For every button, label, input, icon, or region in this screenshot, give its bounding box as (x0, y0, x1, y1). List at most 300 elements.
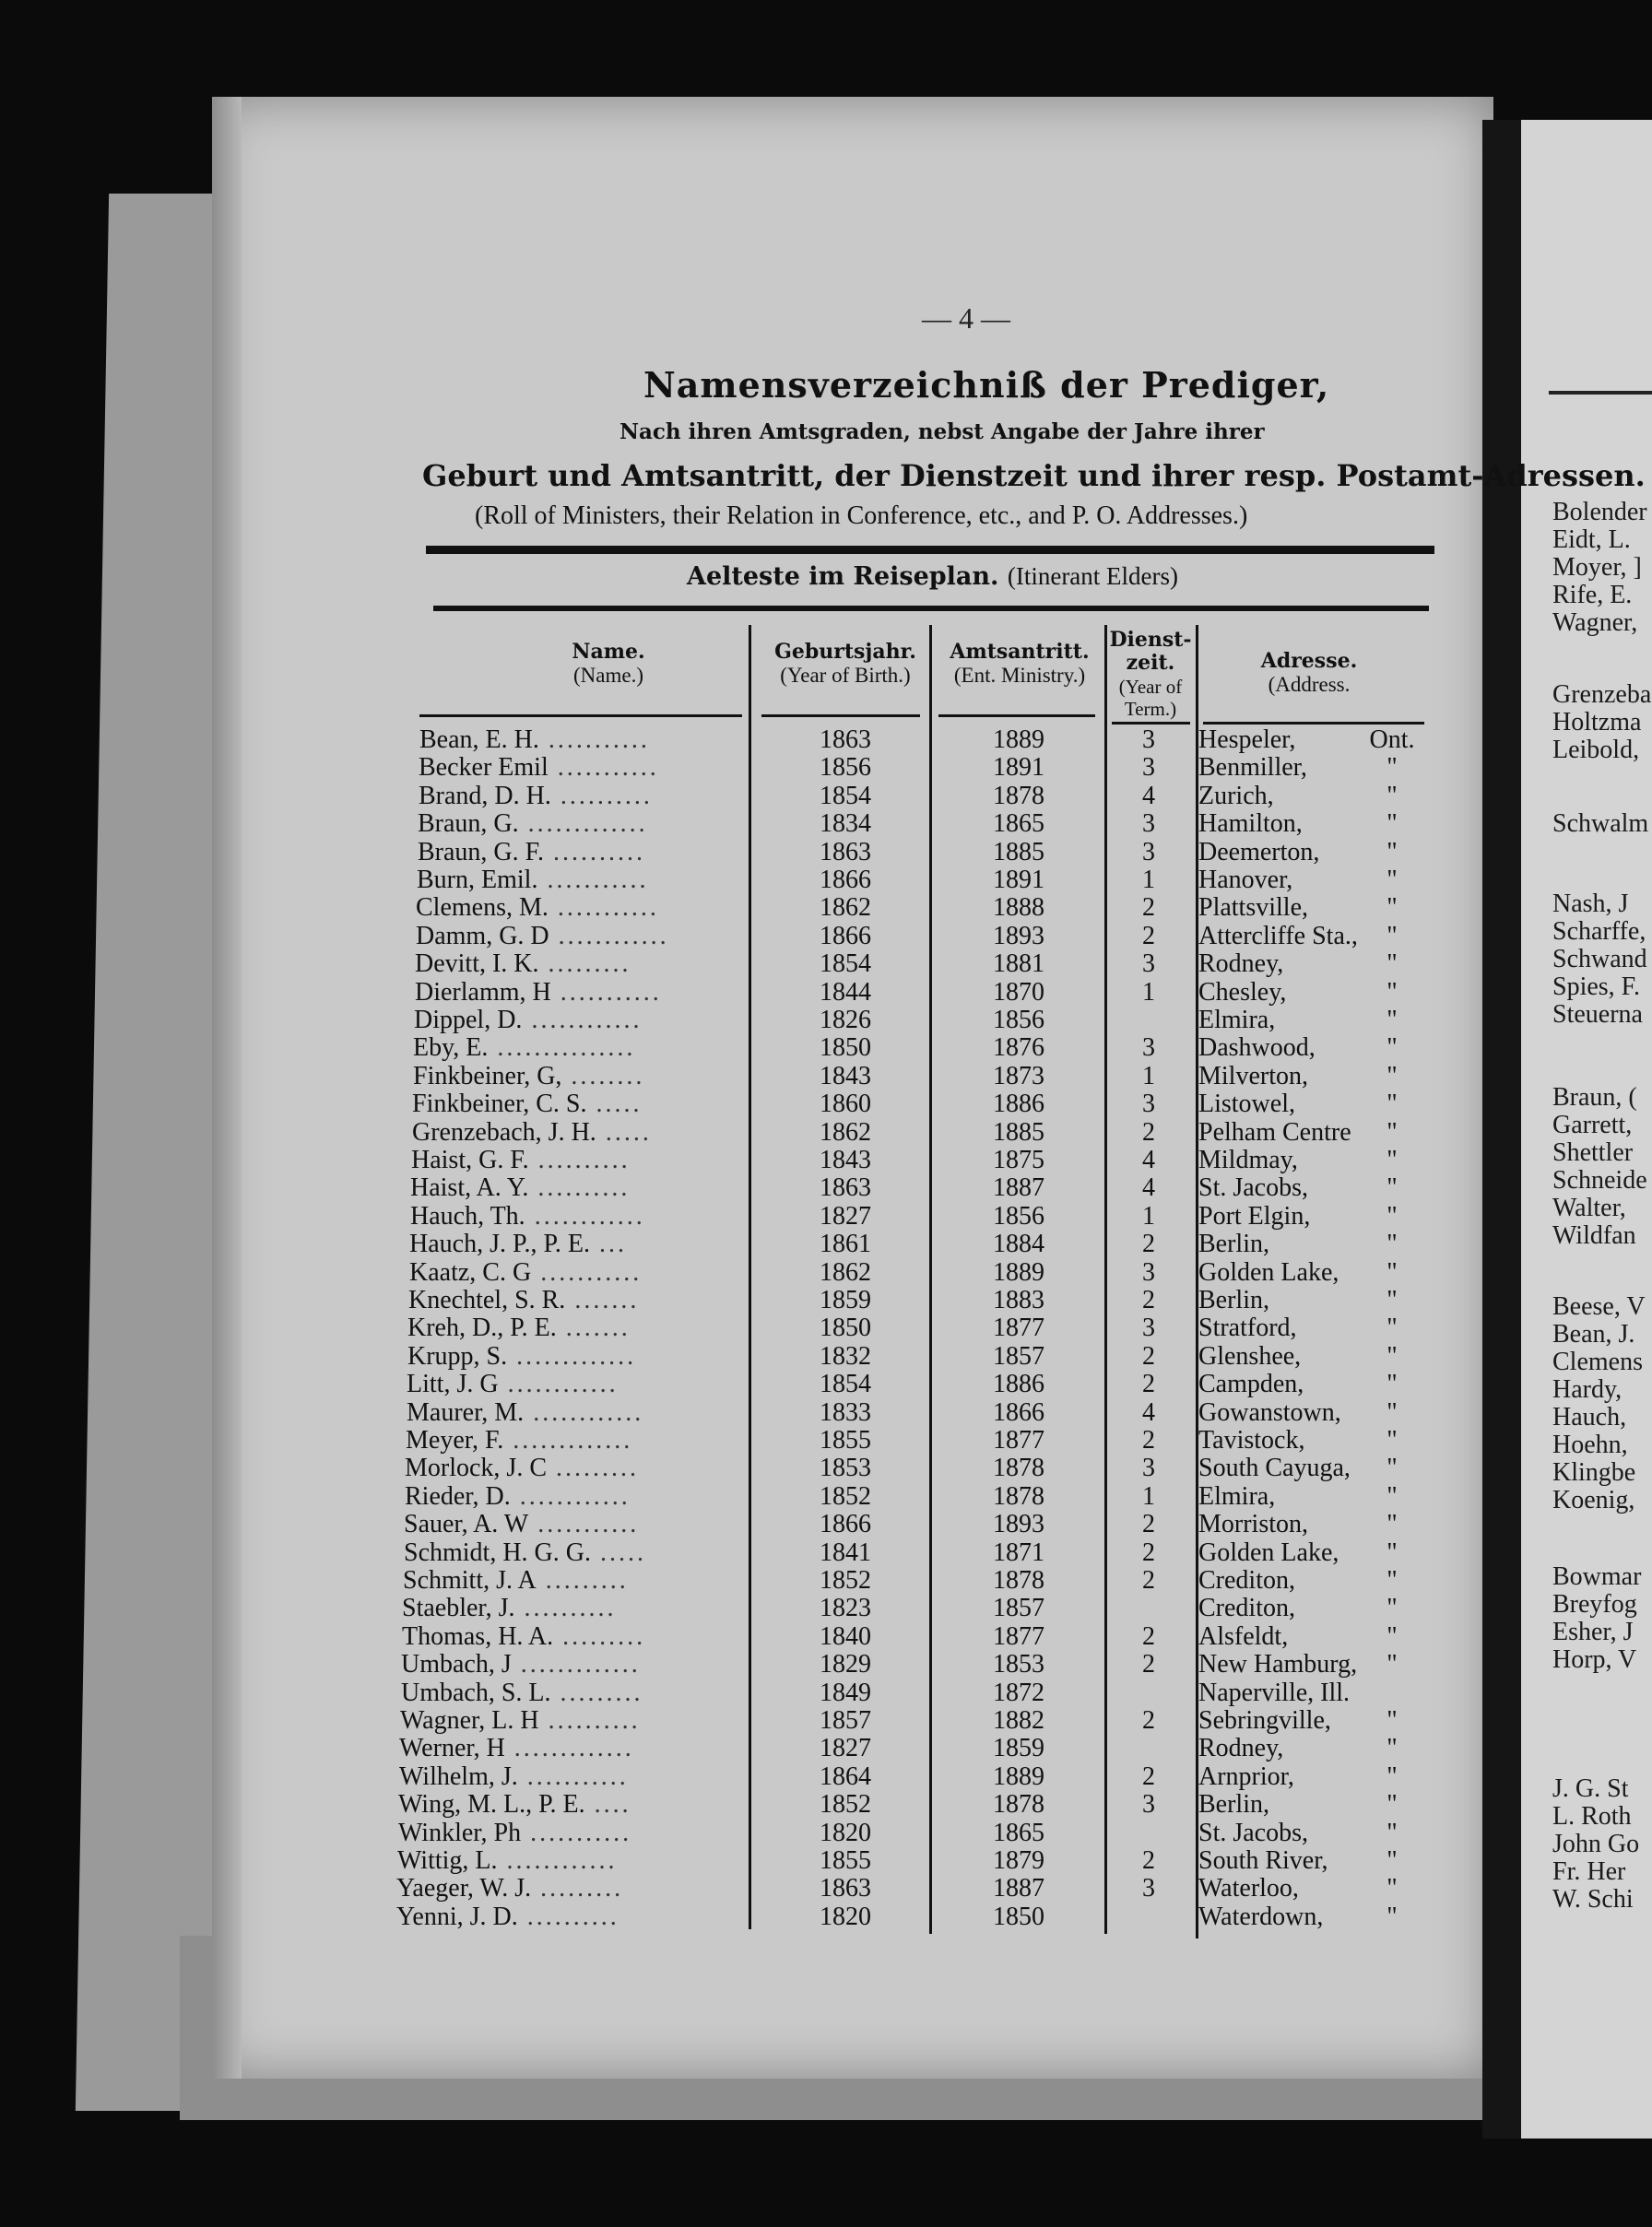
leader-dots: ......... (536, 1566, 629, 1595)
leader-dots: .......... (550, 781, 653, 810)
minister-name: Eby, E. ............... (413, 1033, 636, 1063)
minister-name: Yaeger, W. J. ......... (396, 1874, 624, 1903)
header-address-de: Adresse. (1260, 649, 1358, 673)
adjacent-page-text: Breyfog (1552, 1590, 1637, 1619)
header-underline (1203, 722, 1424, 725)
ministry-year: 1891 (993, 753, 1044, 783)
page-number: — 4 — (922, 301, 1010, 335)
table-row (0, 1846, 1398, 1875)
minister-name: Wing, M. L., P. E. .... (398, 1790, 631, 1820)
ministry-year: 1877 (993, 1314, 1044, 1343)
ministry-year: 1872 (993, 1678, 1044, 1707)
table-row (0, 1762, 1398, 1791)
province: " (1386, 1230, 1398, 1259)
post-office-address: South River, (1198, 1846, 1328, 1875)
title-english: (Roll of Ministers, their Relation in Conference, etc., and P. O. Addresses.) (475, 501, 1248, 530)
post-office-address: Berlin, (1198, 1286, 1269, 1314)
minister-name: Hauch, J. P., P. E. ... (409, 1230, 628, 1259)
table-row (0, 949, 1398, 979)
header-term (1106, 629, 1195, 720)
header-underline (761, 714, 920, 717)
header-term-en2: Term.) (1124, 697, 1177, 720)
term-years: 2 (1142, 1510, 1155, 1539)
birth-year: 1862 (820, 1257, 871, 1287)
post-office-address: Attercliffe Sta., (1198, 921, 1358, 950)
birth-year: 1861 (820, 1230, 871, 1259)
term-years: 1 (1142, 1201, 1155, 1231)
ministry-year: 1865 (993, 1818, 1044, 1847)
header-ministry-en: (Ent. Ministry.) (953, 664, 1086, 688)
minister-name: Umbach, J ............. (401, 1650, 641, 1679)
leader-dots: .......... (514, 1594, 617, 1623)
adjacent-page-text: Hardy, (1552, 1375, 1622, 1404)
leader-dots: ..... (591, 1538, 646, 1567)
province: " (1386, 949, 1398, 979)
adjacent-page-text: Moyer, ] (1552, 553, 1642, 582)
post-office-address: Plattsville, (1198, 893, 1308, 923)
ministry-year: 1886 (993, 1090, 1044, 1119)
post-office-address: Benmiller, (1198, 753, 1307, 783)
term-years: 2 (1142, 1846, 1155, 1875)
minister-name: Schmitt, J. A ......... (403, 1566, 629, 1595)
minister-name: Kreh, D., P. E. ....... (407, 1314, 631, 1343)
table-row (0, 1902, 1398, 1931)
birth-year: 1863 (820, 837, 871, 866)
ministry-year: 1882 (993, 1706, 1044, 1735)
post-office-address: Chesley, (1198, 977, 1287, 1007)
table-row (0, 1006, 1398, 1034)
ministry-year: 1871 (993, 1538, 1044, 1567)
adjacent-page-text: J. G. St (1552, 1774, 1629, 1803)
term-years: 1 (1142, 1481, 1155, 1511)
leader-dots: ... (590, 1230, 628, 1259)
table-row (0, 1621, 1398, 1651)
birth-year: 1864 (820, 1762, 871, 1791)
title-line3: Geburt und Amtsantritt, der Dienstzeit und ihrer resp. Postamt-Adressen. (422, 458, 1646, 493)
province: " (1386, 753, 1398, 783)
province: " (1386, 1454, 1398, 1483)
leader-dots: ......... (538, 949, 631, 979)
adjacent-page-text: Garrett, (1552, 1111, 1633, 1139)
leader-dots: ............. (511, 1650, 641, 1679)
province: " (1386, 1818, 1398, 1847)
section-heading (687, 562, 1178, 591)
title-subline: Nach ihren Amtsgraden, nebst Angabe der Jahre ihrer (620, 419, 1265, 444)
table-row (0, 1090, 1398, 1119)
post-office-address: Pelham Centre (1198, 1117, 1351, 1147)
adjacent-page-text: Bean, J. (1552, 1320, 1635, 1349)
post-office-address: St. Jacobs, (1198, 1173, 1308, 1203)
post-office-address: Crediton, (1198, 1566, 1295, 1595)
province: " (1386, 1762, 1398, 1791)
table-row (0, 1341, 1398, 1371)
table-row (0, 1033, 1398, 1063)
term-years: 1 (1142, 977, 1155, 1007)
province: " (1386, 1257, 1398, 1287)
leader-dots: ........... (537, 866, 649, 894)
post-office-address: Waterdown, (1198, 1902, 1324, 1931)
post-office-address: St. Jacobs, (1198, 1818, 1308, 1847)
table-row (0, 1370, 1398, 1399)
birth-year: 1854 (820, 949, 871, 979)
post-office-address: Sebringville, (1198, 1706, 1331, 1735)
post-office-address: Deemerton, (1198, 837, 1320, 866)
header-name-de: Name. (572, 640, 645, 664)
header-ministry-de: Amtsantritt. (950, 640, 1090, 664)
table-row (0, 1594, 1398, 1623)
post-office-address: Mildmay, (1198, 1146, 1298, 1174)
table-row (0, 1146, 1398, 1174)
adjacent-page-text: Eidt, L. (1552, 525, 1631, 554)
birth-year: 1862 (820, 893, 871, 923)
minister-name: Meyer, F. ............. (406, 1426, 633, 1455)
adjacent-page-text: Braun, ( (1552, 1083, 1637, 1112)
adjacent-page-text: Horp, V (1552, 1645, 1637, 1674)
adjacent-page-text: Hauch, (1552, 1403, 1627, 1432)
ministry-year: 1878 (993, 1454, 1044, 1483)
adjacent-page-text: Shettler (1552, 1138, 1634, 1167)
table-row (0, 1790, 1398, 1820)
minister-name: Werner, H ............. (399, 1734, 634, 1763)
book-spine (1482, 120, 1521, 2139)
post-office-address: New Hamburg, (1198, 1650, 1358, 1679)
post-office-address: Tavistock, (1198, 1426, 1305, 1455)
province: " (1386, 1314, 1398, 1343)
minister-name: Sauer, A. W ........... (404, 1510, 640, 1539)
adjacent-page-text: Esher, J (1552, 1618, 1634, 1646)
province: " (1386, 1566, 1398, 1595)
term-years: 1 (1142, 1061, 1155, 1090)
post-office-address: Elmira, (1198, 1006, 1276, 1034)
minister-name: Knechtel, S. R. ....... (408, 1286, 640, 1314)
term-years: 3 (1142, 1790, 1155, 1820)
leader-dots: ........... (548, 893, 659, 923)
province: " (1386, 1090, 1398, 1119)
province: " (1386, 1790, 1398, 1820)
leader-dots: ............ (525, 1201, 645, 1231)
table-row (0, 1818, 1398, 1847)
birth-year: 1843 (820, 1061, 871, 1090)
adjacent-page-text: Hoehn, (1552, 1431, 1628, 1459)
birth-year: 1854 (820, 781, 871, 810)
post-office-address: Waterloo, (1198, 1874, 1299, 1903)
birth-year: 1827 (820, 1201, 871, 1231)
leader-dots: ............ (497, 1846, 618, 1875)
minister-name: Braun, G. F. .......... (418, 837, 645, 866)
table-row (0, 977, 1398, 1007)
term-years: 1 (1142, 866, 1155, 894)
adjacent-page-text: Bolender (1552, 498, 1647, 526)
leader-dots: ....... (565, 1286, 640, 1314)
ministry-year: 1889 (993, 725, 1044, 754)
term-years: 3 (1142, 1090, 1155, 1119)
term-years: 2 (1142, 1117, 1155, 1147)
term-years: 4 (1142, 781, 1155, 810)
province: " (1386, 1397, 1398, 1427)
ministry-year: 1884 (993, 1230, 1044, 1259)
province: " (1386, 1706, 1398, 1735)
leader-dots: ..... (586, 1090, 643, 1119)
ministry-year: 1875 (993, 1146, 1044, 1174)
table-row (0, 781, 1398, 810)
minister-name: Dierlamm, H ........... (415, 977, 662, 1007)
header-underline (1112, 722, 1190, 725)
term-years: 2 (1142, 893, 1155, 923)
table-row (0, 1734, 1398, 1763)
ministry-year: 1866 (993, 1397, 1044, 1427)
province: " (1386, 837, 1398, 866)
birth-year: 1826 (820, 1006, 871, 1034)
leader-dots: ......... (553, 1621, 646, 1651)
ministry-year: 1878 (993, 1481, 1044, 1511)
table-row (0, 1397, 1398, 1427)
term-years: 3 (1142, 753, 1155, 783)
birth-year: 1866 (820, 921, 871, 950)
ministry-year: 1857 (993, 1594, 1044, 1623)
province: " (1386, 1117, 1398, 1147)
minister-name: Wittig, L. ............ (397, 1846, 618, 1875)
table-row (0, 893, 1398, 923)
province: " (1386, 1006, 1398, 1034)
leader-dots: ..... (596, 1117, 652, 1147)
header-ministry (931, 641, 1108, 689)
birth-year: 1841 (820, 1538, 871, 1567)
birth-year: 1844 (820, 977, 871, 1007)
ministry-year: 1856 (993, 1201, 1044, 1231)
birth-year: 1853 (820, 1454, 871, 1483)
adjacent-page-rule (1549, 391, 1652, 395)
province: " (1386, 1538, 1398, 1567)
term-years: 2 (1142, 1621, 1155, 1651)
birth-year: 1827 (820, 1734, 871, 1763)
minister-name: Krupp, S. ............. (407, 1341, 637, 1371)
leader-dots: .......... (528, 1173, 631, 1203)
term-years: 3 (1142, 837, 1155, 866)
birth-year: 1863 (820, 1874, 871, 1903)
title-rule (426, 546, 1434, 554)
minister-name: Damm, G. D ............ (416, 921, 669, 950)
birth-year: 1820 (820, 1818, 871, 1847)
province: " (1386, 1481, 1398, 1511)
ministry-year: 1891 (993, 866, 1044, 894)
term-years: 2 (1142, 1706, 1155, 1735)
section-rule (433, 606, 1429, 611)
minister-name: Devitt, I. K. ......... (415, 949, 631, 979)
leader-dots: ............ (498, 1370, 619, 1399)
post-office-address: Morriston, (1198, 1510, 1308, 1539)
province: " (1386, 1146, 1398, 1174)
ministry-year: 1893 (993, 1510, 1044, 1539)
post-office-address: Arnprior, (1198, 1762, 1294, 1791)
minister-name: Brand, D. H. .......... (419, 781, 653, 810)
post-office-address: Berlin, (1198, 1230, 1269, 1259)
leader-dots: .... (584, 1790, 631, 1820)
term-years: 4 (1142, 1397, 1155, 1427)
header-address-en: (Address. (1268, 673, 1351, 697)
table-row (0, 1117, 1398, 1147)
post-office-address: Crediton, (1198, 1594, 1295, 1623)
term-years: 2 (1142, 1426, 1155, 1455)
leader-dots: .......... (538, 1706, 641, 1735)
birth-year: 1843 (820, 1146, 871, 1174)
table-row (0, 1230, 1398, 1259)
minister-name: Wilhelm, J. ........... (399, 1762, 629, 1791)
leader-dots: ........... (517, 1762, 629, 1791)
minister-name: Finkbeiner, C. S. ..... (412, 1090, 643, 1119)
header-birth (758, 641, 933, 689)
post-office-address: Elmira, (1198, 1481, 1276, 1511)
adjacent-page-text: Schwand (1552, 945, 1647, 973)
leader-dots: ........ (561, 1061, 645, 1090)
birth-year: 1863 (820, 1173, 871, 1203)
birth-year: 1854 (820, 1370, 871, 1399)
minister-name: Bean, E. H. ........... (419, 725, 650, 754)
ministry-year: 1887 (993, 1874, 1044, 1903)
province: " (1386, 1286, 1398, 1314)
leader-dots: ....... (556, 1314, 631, 1343)
leader-dots: .......... (528, 1146, 631, 1174)
minister-name: Grenzebach, J. H. ..... (412, 1117, 652, 1147)
leader-dots: ........... (538, 725, 650, 754)
term-years: 2 (1142, 1650, 1155, 1679)
adjacent-page-text: Nash, J (1552, 890, 1629, 918)
table-row (0, 1650, 1398, 1679)
adjacent-page-text: Schwalm (1552, 809, 1649, 838)
birth-year: 1829 (820, 1650, 871, 1679)
term-years: 2 (1142, 1286, 1155, 1314)
leader-dots: ............ (524, 1397, 644, 1427)
province: " (1386, 1734, 1398, 1763)
minister-name: Schmidt, H. G. G. ..... (404, 1538, 646, 1567)
table-row (0, 1061, 1398, 1090)
province: " (1386, 1594, 1398, 1623)
province: " (1386, 1201, 1398, 1231)
birth-year: 1855 (820, 1846, 871, 1875)
header-term-de2: zeit. (1126, 651, 1175, 676)
post-office-address: Stratford, (1198, 1314, 1297, 1343)
leader-dots: ......... (550, 1678, 643, 1707)
post-office-address: Hespeler, (1198, 725, 1296, 754)
section-english: (Itinerant Elders) (1007, 562, 1179, 590)
table-row (0, 1314, 1398, 1343)
province: Ont. (1369, 725, 1415, 754)
ministry-year: 1881 (993, 949, 1044, 979)
ministry-year: 1850 (993, 1902, 1044, 1931)
post-office-address: South Cayuga, (1198, 1454, 1351, 1483)
term-years: 3 (1142, 1257, 1155, 1287)
minister-name: Finkbeiner, G, ........ (413, 1061, 645, 1090)
province: " (1386, 781, 1398, 810)
minister-name: Dippel, D. ............ (414, 1006, 643, 1034)
post-office-address: Hamilton, (1198, 809, 1303, 839)
adjacent-page-text: Schneide (1552, 1166, 1647, 1195)
ministry-year: 1886 (993, 1370, 1044, 1399)
adjacent-page-text: Fr. Her (1552, 1857, 1626, 1886)
adjacent-page-text: Rife, E. (1552, 581, 1633, 609)
minister-name: Wagner, L. H .......... (400, 1706, 641, 1735)
leader-dots: .......... (543, 837, 645, 866)
table-row (0, 753, 1398, 783)
adjacent-page-text: Scharffe, (1552, 917, 1646, 946)
province: " (1386, 893, 1398, 923)
table-row (0, 921, 1398, 950)
table-row (0, 1566, 1398, 1595)
term-years: 3 (1142, 1314, 1155, 1343)
header-name-en: (Name.) (573, 664, 643, 688)
ministry-year: 1889 (993, 1257, 1044, 1287)
adjacent-page-text: Koenig, (1552, 1486, 1635, 1514)
table-row (0, 866, 1398, 894)
table-row (0, 725, 1415, 754)
section-german: Aelteste im Reiseplan. (687, 562, 999, 591)
minister-name: Haist, A. Y. .......... (410, 1173, 631, 1203)
table-row (0, 1257, 1398, 1287)
term-years: 2 (1142, 1341, 1155, 1371)
birth-year: 1820 (820, 1902, 871, 1931)
adjacent-page-text: Grenzeba (1552, 680, 1652, 709)
post-office-address: Dashwood, (1198, 1033, 1316, 1063)
province: " (1386, 1650, 1398, 1679)
table-row (0, 1426, 1398, 1455)
adjacent-page-text: L. Roth (1552, 1802, 1632, 1831)
birth-year: 1850 (820, 1314, 871, 1343)
minister-name: Winkler, Ph ........... (398, 1818, 632, 1847)
leader-dots: ......... (531, 1874, 624, 1903)
header-underline (419, 714, 742, 717)
province: " (1386, 1370, 1398, 1399)
adjacent-page-text: W. Schi (1552, 1885, 1634, 1914)
province: " (1386, 1341, 1398, 1371)
table-row (0, 1286, 1398, 1314)
province: " (1386, 977, 1398, 1007)
table-row (0, 1173, 1398, 1203)
minister-name: Braun, G. ............. (418, 809, 648, 839)
birth-year: 1866 (820, 1510, 871, 1539)
post-office-address: Glenshee, (1198, 1341, 1302, 1371)
post-office-address: Golden Lake, (1198, 1257, 1339, 1287)
table-row (0, 1678, 1351, 1707)
province: " (1386, 1426, 1398, 1455)
term-years: 3 (1142, 1874, 1155, 1903)
province: " (1386, 1846, 1398, 1875)
minister-name: Hauch, Th. ............ (410, 1201, 645, 1231)
adjacent-page-text: Leibold, (1552, 736, 1640, 764)
adjacent-page-text: Bowmar (1552, 1562, 1642, 1591)
adjacent-page-text: Beese, V (1552, 1292, 1646, 1321)
adjacent-page-text: Steuerna (1552, 1000, 1643, 1029)
birth-year: 1859 (820, 1286, 871, 1314)
term-years: 2 (1142, 1370, 1155, 1399)
minister-name: Haist, G. F. .......... (411, 1146, 631, 1174)
birth-year: 1860 (820, 1090, 871, 1119)
post-office-address: Campden, (1198, 1370, 1304, 1399)
term-years: 3 (1142, 725, 1155, 754)
leader-dots: ............. (507, 1341, 637, 1371)
birth-year: 1834 (820, 809, 871, 839)
province: " (1386, 1902, 1398, 1931)
birth-year: 1833 (820, 1397, 871, 1427)
province: " (1386, 1621, 1398, 1651)
adjacent-page-text: Clemens (1552, 1348, 1643, 1376)
minister-name: Kaatz, C. G ........... (409, 1257, 643, 1287)
table-row (0, 1481, 1398, 1511)
term-years: 2 (1142, 1762, 1155, 1791)
leader-dots: ........... (528, 1510, 640, 1539)
header-term-de1: Dienst- (1109, 628, 1192, 652)
ministry-year: 1853 (993, 1650, 1044, 1679)
province: " (1386, 1033, 1398, 1063)
minister-name: Thomas, H. A. ......... (402, 1621, 646, 1651)
